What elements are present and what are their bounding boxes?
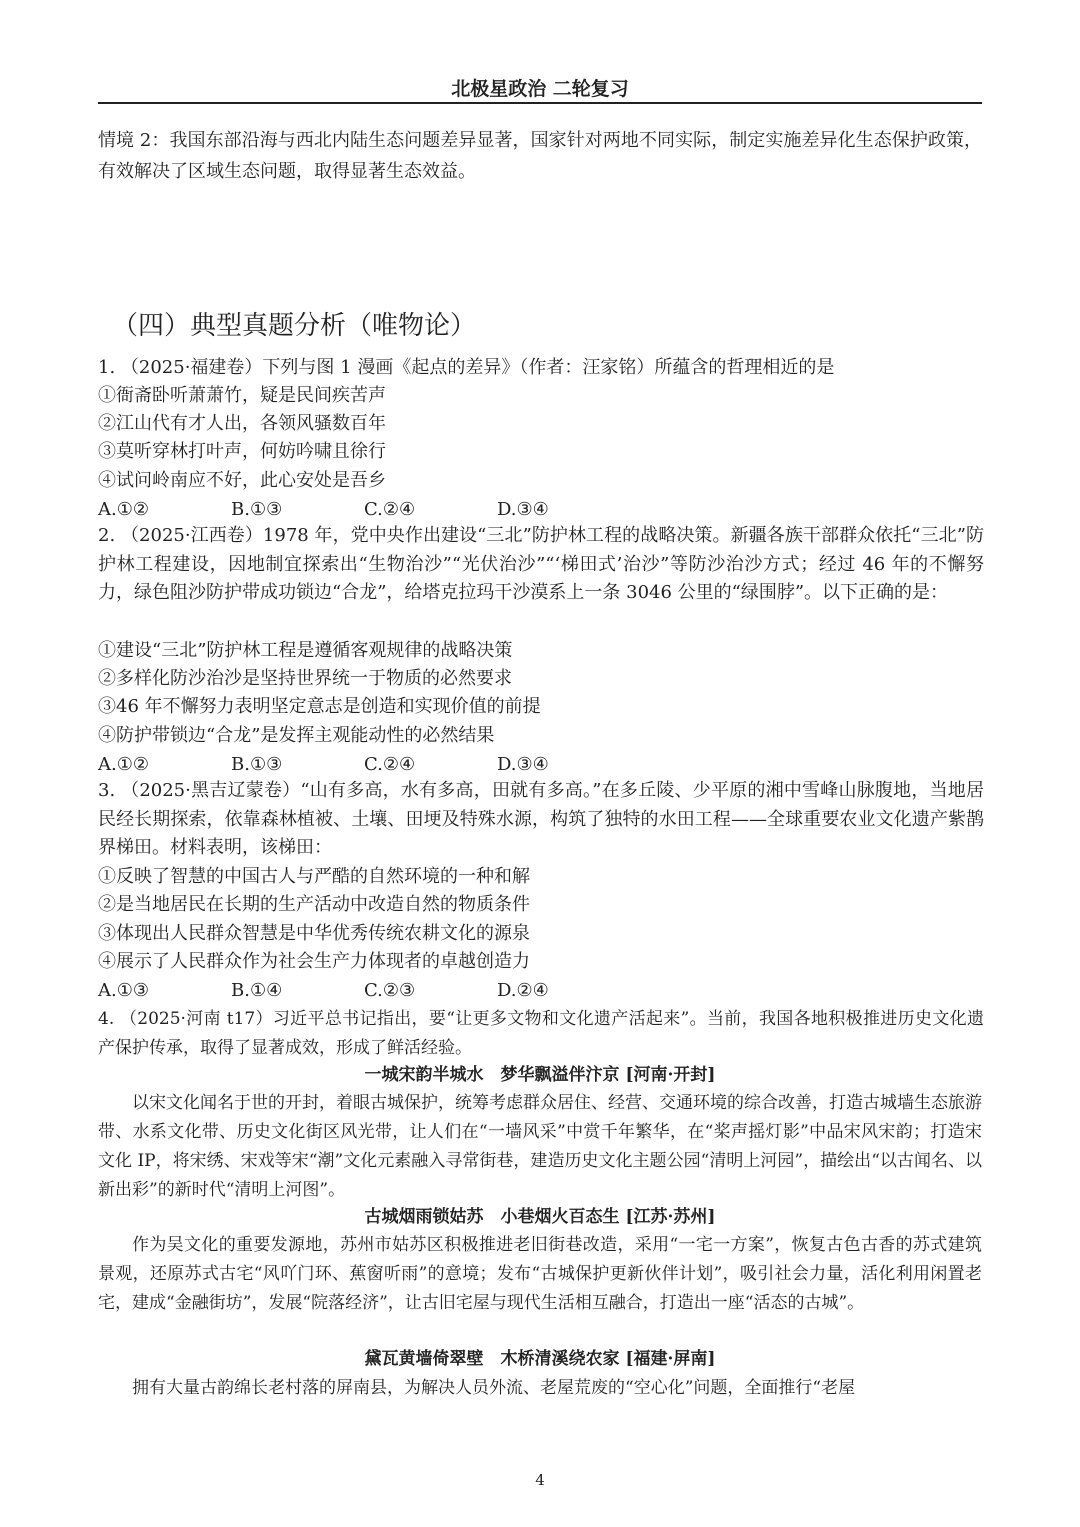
- q4-case3-title: 黛瓦黄墙倚翠壁 木桥清溪绕农家 [福建·屏南]: [364, 1349, 716, 1369]
- q2-option-d: D.③④: [497, 754, 549, 775]
- q1-stem: 1. （2025·福建卷）下列与图 1 漫画《起点的差异》（作者：汪家铭）所蕴含的哲理相近的是: [98, 357, 835, 378]
- q3-item-2: ②是当地居民在长期的生产活动中改造自然的物质条件: [98, 894, 530, 915]
- q3-option-b: B.①④: [231, 980, 283, 1001]
- q2-option-b: B.①③: [231, 754, 283, 775]
- q2-stem: 2. （2025·江西卷）1978 年，党中央作出建设“三北”防护林工程的战略决策。新疆各族干部群众依托“三北”防护林工程建设，因地制宜探索出“生物治沙”“光伏治沙”“‘梯田式’治沙”等防沙治沙方式；经过 46 年的不懈努力，绿色阻沙防护带成功锁边“合龙”，给塔克拉玛干沙漠系上一条 3046 公里的“绿围脖”。以下正确的是：: [98, 525, 984, 603]
- q2-item-2: ②多样化防沙治沙是坚持世界统一于物质的必然要求: [98, 668, 512, 689]
- q4-case2-body: [98, 1231, 982, 1318]
- q4-case3-body: [98, 1374, 982, 1403]
- q3-item-3: ③体现出人民群众智慧是中华优秀传统农耕文化的源泉: [98, 923, 530, 944]
- q1-option-a: A.①②: [98, 499, 149, 520]
- q4-case1-text: 以宋文化闻名于世的开封，着眼古城保护，统筹考虑群众居住、经营、交通环境的综合改善，打造古城墙生态旅游带、水系文化带、历史文化街区风光带，让人们在“一墙风采”中赏千年繁华，在“桨声摇灯影”中品宋风宋韵；打造宋文化 IP，将宋绣、宋戏等宋“潮”文化元素融入寻常街巷，建造历史文化主题公园“清明上河园”，描绘出“以古闻名、以新出彩”的新时代“清明上河图”。: [98, 1093, 982, 1200]
- q2-item-1: ①建设“三北”防护林工程是遵循客观规律的战略决策: [98, 640, 513, 661]
- q1-item-1: ①衙斋卧听萧萧竹，疑是民间疾苦声: [98, 385, 386, 406]
- q4-case2-title: 古城烟雨锁姑苏 小巷烟火百态生 [江苏·苏州]: [364, 1207, 716, 1227]
- q3-option-c: C.②③: [364, 980, 416, 1001]
- header-divider: [98, 102, 982, 104]
- q3-option-a: A.①③: [98, 980, 149, 1001]
- q1-item-2: ②江山代有才人出，各领风骚数百年: [98, 413, 386, 434]
- q1-option-b: B.①③: [231, 499, 283, 520]
- context-2-text: 情境 2：我国东部沿海与西北内陆生态问题差异显著，国家针对两地不同实际，制定实施差异化生态保护政策，有效解决了区域生态问题，取得显著生态效益。: [98, 130, 982, 182]
- q1-options: [98, 496, 630, 524]
- q4-stem-block: [98, 1005, 984, 1062]
- q2-item-3: ③46 年不懈努力表明坚定意志是创造和实现价值的前提: [98, 696, 541, 717]
- q4-case1-title: 一城宋韵半城水 梦华飘溢伴汴京 [河南·开封]: [364, 1065, 716, 1085]
- q4-stem: 4. （2025·河南 t17）习近平总书记指出，要“让更多文物和文化遗产活起来”。当前，我国各地积极推进历史文化遗产保护传承，取得了显著成效，形成了鲜活经验。: [98, 1009, 984, 1058]
- q2-options: [98, 751, 630, 779]
- context-2-paragraph: [98, 125, 982, 187]
- q2-option-a: A.①②: [98, 754, 149, 775]
- q1-item-4: ④试问岭南应不好，此心安处是吾乡: [98, 470, 386, 491]
- page-header-title: 北极星政治 二轮复习: [451, 78, 629, 100]
- q3-item-4: ④展示了人民群众作为社会生产力体现者的卓越创造力: [98, 951, 530, 972]
- q2-stem-block: [98, 522, 984, 608]
- q3-options: [98, 977, 630, 1005]
- q2-option-c: C.②④: [364, 754, 416, 775]
- q4-case1-body: [98, 1089, 982, 1205]
- q3-stem: 3. （2025·黑吉辽蒙卷）“山有多高，水有多高，田就有多高。”在多丘陵、少平原的湘中雪峰山脉腹地，当地居民经长期探索，依靠森林植被、土壤、田埂及特殊水源，构筑了独特的水田工程——全球重要农业文化遗产紫鹊界梯田。材料表明，该梯田：: [98, 780, 984, 858]
- q4-case3-text: 拥有大量古韵绵长老村落的屏南县，为解决人员外流、老屋荒废的“空心化”问题，全面推行“老屋: [132, 1378, 856, 1398]
- q3-stem-block: [98, 777, 984, 863]
- q1-option-c: C.②④: [364, 499, 416, 520]
- q1-option-d: D.③④: [497, 499, 549, 520]
- q3-item-1: ①反映了智慧的中国古人与严酷的自然环境的一种和解: [98, 866, 530, 887]
- page-number: 4: [535, 1471, 545, 1489]
- section-heading: （四）典型真题分析（唯物论）: [112, 311, 477, 341]
- q1-item-3: ③莫听穿林打叶声，何妨吟啸且徐行: [98, 441, 386, 462]
- q4-case2-text: 作为吴文化的重要发源地，苏州市姑苏区积极推进老旧街巷改造，采用“一宅一方案”，恢复古色古香的苏式建筑景观，还原苏式古宅“风吖门环、蕉窗听雨”的意境；发布“古城保护更新伙伴计划”，吸引社会力量，活化利用闲置老宅，建成“金融街坊”，发展“院落经济”，让古旧宅屋与现代生活相互融合，打造出一座“活态的古城”。: [98, 1235, 982, 1313]
- q2-item-4: ④防护带锁边“合龙”是发挥主观能动性的必然结果: [98, 725, 495, 746]
- q3-option-d: D.②④: [497, 980, 549, 1001]
